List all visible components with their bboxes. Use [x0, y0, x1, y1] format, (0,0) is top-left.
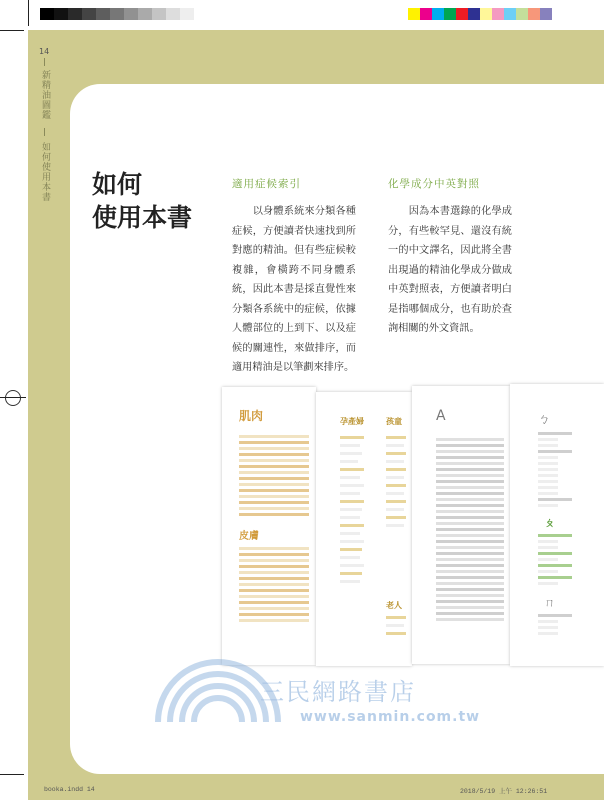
footer-timestamp: 2018/5/19 上午 12:26:51: [460, 788, 548, 795]
spread-page-muscle: [222, 387, 316, 665]
section-heading-chemical-glossary: 化學成分中英對照: [388, 178, 480, 190]
section-heading-symptom-index: 適用症候索引: [232, 178, 301, 190]
watermark-url: www.sanmin.com.tw: [300, 709, 481, 725]
spread-label-a: A: [436, 408, 446, 424]
watermark-store-name: 三民網路書店: [260, 678, 416, 706]
spread-label-po: ㄆ: [544, 516, 555, 529]
spread-label-mo: ㄇ: [544, 596, 555, 609]
spread-page-pregnancy: [316, 392, 412, 666]
page-title: [92, 168, 192, 234]
side-divider: [44, 58, 45, 66]
title-line-1: 如何: [92, 170, 143, 199]
page-number: 14: [39, 47, 50, 56]
side-label-section: 如何使用本書: [40, 142, 50, 202]
spread-page-chem-a: [412, 386, 510, 664]
spread-label-muscle: 肌肉: [239, 409, 264, 423]
title-line-2: 使用本書: [92, 203, 193, 232]
side-divider: [44, 128, 45, 136]
spread-label-children: 孩童: [386, 417, 402, 426]
spread-label-skin: 皮膚: [239, 531, 259, 542]
spread-label-elderly: 老人: [386, 601, 402, 610]
footer-filename: booka.indd 14: [44, 786, 95, 793]
side-label-book: 新精油圖鑑: [40, 70, 50, 120]
section-body-chemical-glossary: 因為本書選錄的化學成分，有些較罕見、還沒有統一的中文譯名，因此將全書出現過的精油化學成分做成中英對照表，方便讀者明白是指哪個成分，也有助於查詢相關的外文資訊。: [388, 206, 512, 334]
spread-page-chem-bopomofo: [510, 384, 604, 666]
section-body-symptom-index: 以身體系統來分類各種症候，方便讀者快速找到所對應的精油。但有些症候較複雜，會橫跨不同身體系統，因此本書是採直覺性來分類各系統中的症候，依據人體部位的上到下、以及症候的關連性，來做排序，而適用精油是以筆劃來排序。: [232, 206, 356, 373]
spread-label-pregnancy: 孕產婦: [340, 417, 364, 426]
spread-label-bo: ㄅ: [538, 412, 551, 426]
